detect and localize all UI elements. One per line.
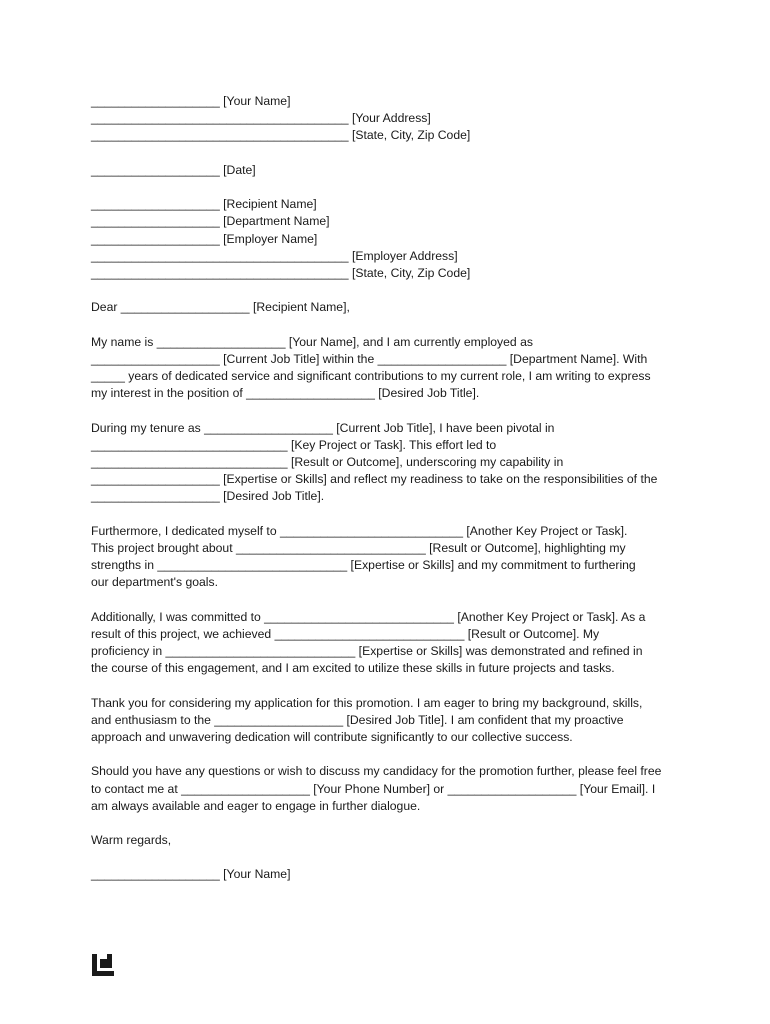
spacer	[91, 402, 691, 419]
paragraph-line: Thank you for considering my application for this promotion. I am eager to bring my background, skills,	[91, 695, 643, 710]
paragraph-line: ___________________ [Expertise or Skills] and reflect my readiness to take on the responsibilities of the	[91, 472, 658, 487]
spacer	[91, 849, 691, 866]
paragraph-line: our department's goals.	[91, 575, 218, 590]
paragraph-line: proficiency in ____________________________ [Expertise or Skills] was demonstrated and refined in	[91, 644, 643, 658]
recipient-employer-line: ___________________ [Employer Name]	[91, 231, 318, 246]
paragraph-tenure	[91, 420, 691, 506]
spacer	[91, 506, 691, 523]
recipient-name-line: ___________________ [Recipient Name]	[91, 197, 317, 212]
paragraph-line: result of this project, we achieved ____________________________ [Result or Outcome]. My	[91, 626, 600, 641]
paragraph-thank-you	[91, 695, 691, 747]
paragraph-line: ___________________ [Desired Job Title].	[91, 489, 325, 504]
paragraph-line: _____________________________ [Result or Outcome], underscoring my capability in	[91, 454, 564, 469]
paragraph-line: approach and unwavering dedication will contribute significantly to our collective success.	[91, 729, 573, 744]
paragraph-intro	[91, 334, 691, 403]
spacer	[91, 746, 691, 763]
sender-address-line: ______________________________________ [Your Address]	[91, 111, 431, 126]
spacer	[91, 282, 691, 299]
paragraph-furthermore	[91, 523, 691, 592]
recipient-city-line: ______________________________________ [State, City, Zip Code]	[91, 265, 471, 280]
paragraph-line: my interest in the position of ___________________ [Desired Job Title].	[91, 386, 480, 401]
paragraph-line: am always available and eager to engage in further dialogue.	[91, 798, 421, 813]
paragraph-line: My name is ___________________ [Your Name], and I am currently employed as	[91, 334, 533, 349]
recipient-block	[91, 196, 691, 282]
paragraph-line: This project brought about ____________________________ [Result or Outcome], highlighting my	[91, 540, 626, 555]
paragraph-additionally	[91, 609, 691, 678]
paragraph-line: the course of this engagement, and I am excited to utilize these skills in future projects and tasks.	[91, 661, 615, 676]
salutation: Dear ___________________ [Recipient Name],	[91, 300, 350, 315]
document-logo-icon	[92, 954, 114, 976]
paragraph-line: strengths in ____________________________ [Expertise or Skills] and my commitment to furthering	[91, 558, 636, 573]
paragraph-line: _____ years of dedicated service and significant contributions to my current role, I am writing to express	[91, 369, 651, 383]
recipient-department-line: ___________________ [Department Name]	[91, 214, 330, 229]
spacer	[91, 677, 691, 694]
paragraph-line: Should you have any questions or wish to discuss my candidacy for the promotion further, please feel free	[91, 764, 662, 779]
paragraph-line: ___________________ [Current Job Title] within the ___________________ [Department Name]. With	[91, 351, 648, 366]
paragraph-line: to contact me at ___________________ [Your Phone Number] or ___________________ [Your Email]. I	[91, 781, 656, 796]
recipient-address-line: ______________________________________ [Employer Address]	[91, 248, 458, 263]
paragraph-contact	[91, 763, 691, 815]
paragraph-line: Furthermore, I dedicated myself to ___________________________ [Another Key Project or Task].	[91, 523, 628, 538]
date-line: ___________________ [Date]	[91, 162, 256, 177]
spacer	[91, 591, 691, 608]
letter-template	[91, 93, 691, 884]
spacer	[91, 145, 691, 162]
sender-block	[91, 93, 691, 145]
signature-line: ___________________ [Your Name]	[91, 867, 291, 882]
closing: Warm regards,	[91, 833, 172, 848]
spacer	[91, 316, 691, 333]
sender-name-line: ___________________ [Your Name]	[91, 94, 291, 108]
spacer	[91, 179, 691, 196]
paragraph-line: During my tenure as ___________________ [Current Job Title], I have been pivotal in	[91, 420, 555, 435]
paragraph-line: _____________________________ [Key Project or Task]. This effort led to	[91, 437, 497, 452]
paragraph-line: and enthusiasm to the ___________________ [Desired Job Title]. I am confident that my proactive	[91, 712, 624, 727]
paragraph-line: Additionally, I was committed to ____________________________ [Another Key Project or Task]. As a	[91, 609, 646, 624]
sender-city-line: ______________________________________ [State, City, Zip Code]	[91, 128, 471, 143]
spacer	[91, 815, 691, 832]
